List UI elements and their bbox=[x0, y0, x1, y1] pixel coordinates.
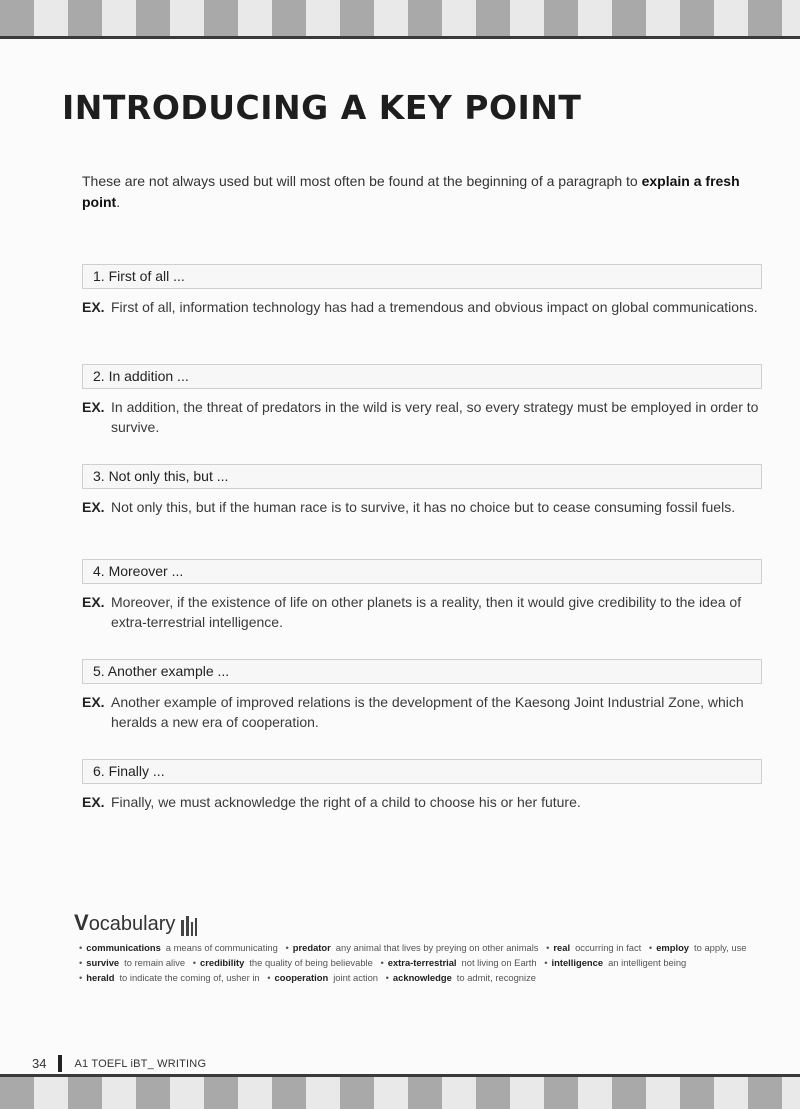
page-footer bbox=[32, 1055, 206, 1072]
vocabulary-term: cooperation bbox=[274, 972, 329, 983]
page-title: INTRODUCING A KEY POINT bbox=[62, 88, 582, 127]
vocabulary-title bbox=[74, 910, 766, 936]
key-point-item bbox=[82, 364, 762, 437]
example-sentence bbox=[82, 297, 762, 317]
example-sentence bbox=[82, 692, 762, 732]
key-point-heading: 5. Another example ... bbox=[82, 659, 762, 684]
vocabulary-entry: • cooperation joint action bbox=[267, 972, 379, 983]
vocabulary-entry: • credibility the quality of being believable bbox=[192, 957, 373, 968]
top-decorative-band bbox=[0, 0, 800, 39]
vocabulary-term: real bbox=[553, 942, 571, 953]
key-point-heading: 3. Not only this, but ... bbox=[82, 464, 762, 489]
vocabulary-entry: • acknowledge to admit, recognize bbox=[385, 972, 537, 983]
vocabulary-entry: • extra-terrestrial not living on Earth bbox=[380, 957, 537, 968]
footer-divider bbox=[58, 1055, 62, 1072]
intro-paragraph bbox=[82, 171, 772, 213]
example-sentence bbox=[82, 497, 762, 517]
key-point-item bbox=[82, 264, 762, 317]
vocabulary-title-rest: ocabulary bbox=[88, 913, 176, 935]
vocabulary-definition: to indicate the coming of, usher in bbox=[119, 972, 260, 983]
example-text: Finally, we must acknowledge the right of a child to choose his or her future. bbox=[111, 794, 581, 810]
books-icon bbox=[181, 916, 197, 936]
example-text: Not only this, but if the human race is to survive, it has no choice but to cease consuming fossil fuels. bbox=[111, 499, 736, 515]
example-text: In addition, the threat of predators in the wild is very real, so every strategy must be employed in order to survive. bbox=[111, 399, 759, 435]
vocabulary-term: herald bbox=[86, 972, 115, 983]
example-sentence bbox=[82, 792, 762, 812]
vocabulary-term: credibility bbox=[200, 957, 245, 968]
vocabulary-term: extra-terrestrial bbox=[387, 957, 457, 968]
vocabulary-entry: • real occurring in fact bbox=[546, 942, 642, 953]
key-point-heading: 1. First of all ... bbox=[82, 264, 762, 289]
example-label: EX. bbox=[82, 694, 105, 710]
key-point-item bbox=[82, 659, 762, 732]
example-text: Another example of improved relations is the development of the Kaesong Joint Industrial Zone, which heralds a new era of cooperation. bbox=[111, 694, 744, 730]
vocabulary-term: acknowledge bbox=[392, 972, 452, 983]
vocabulary-title-initial: V bbox=[74, 910, 89, 935]
vocabulary-definition: occurring in fact bbox=[575, 942, 642, 953]
vocabulary-definition: to apply, use bbox=[694, 942, 747, 953]
vocabulary-entry: • communications a means of communicating bbox=[79, 942, 278, 953]
example-label: EX. bbox=[82, 499, 105, 515]
key-point-item bbox=[82, 559, 762, 632]
key-point-item bbox=[82, 464, 762, 517]
key-point-heading: 2. In addition ... bbox=[82, 364, 762, 389]
vocabulary-definition: to remain alive bbox=[124, 957, 186, 968]
vocabulary-definition: joint action bbox=[333, 972, 379, 983]
example-label: EX. bbox=[82, 399, 105, 415]
intro-emphasis: explain a fresh point bbox=[82, 173, 740, 210]
page-number: 34 bbox=[32, 1056, 47, 1071]
example-label: EX. bbox=[82, 299, 105, 315]
vocabulary-term: predator bbox=[292, 942, 331, 953]
bottom-decorative-band bbox=[0, 1074, 800, 1109]
vocabulary-entry: • intelligence an intelligent being bbox=[544, 957, 687, 968]
vocabulary-entry: • survive to remain alive bbox=[79, 957, 186, 968]
vocabulary-term: communications bbox=[86, 942, 161, 953]
example-sentence bbox=[82, 397, 762, 437]
key-point-heading: 6. Finally ... bbox=[82, 759, 762, 784]
vocabulary-entry: • predator any animal that lives by preying on other animals bbox=[285, 942, 539, 953]
example-text: First of all, information technology has had a tremendous and obvious impact on global communications. bbox=[111, 299, 758, 315]
example-text: Moreover, if the existence of life on other planets is a reality, then it would give credibility to the idea of extra-terrestrial intelligence. bbox=[111, 594, 742, 630]
key-point-heading: 4. Moreover ... bbox=[82, 559, 762, 584]
vocabulary-definition: an intelligent being bbox=[608, 957, 687, 968]
intro-text: These are not always used but will most often be found at the beginning of a paragraph to bbox=[82, 173, 642, 189]
book-title: A1 TOEFL iBT_ WRITING bbox=[74, 1057, 207, 1070]
vocabulary-definition: a means of communicating bbox=[165, 942, 278, 953]
vocabulary-term: survive bbox=[86, 957, 120, 968]
example-sentence bbox=[82, 592, 762, 632]
example-label: EX. bbox=[82, 794, 105, 810]
vocabulary-list bbox=[74, 940, 766, 985]
vocabulary-entry: • herald to indicate the coming of, usher in bbox=[79, 972, 260, 983]
vocabulary-definition: any animal that lives by preying on other animals bbox=[335, 942, 539, 953]
key-point-item bbox=[82, 759, 762, 812]
vocabulary-definition: to admit, recognize bbox=[456, 972, 537, 983]
vocabulary-definition: not living on Earth bbox=[461, 957, 537, 968]
vocabulary-entry: • employ to apply, use bbox=[648, 942, 747, 953]
example-label: EX. bbox=[82, 594, 105, 610]
vocabulary-definition: the quality of being believable bbox=[249, 957, 373, 968]
intro-text-end: . bbox=[116, 194, 121, 210]
vocabulary-section bbox=[74, 910, 766, 985]
vocabulary-term: intelligence bbox=[551, 957, 604, 968]
vocabulary-term: employ bbox=[656, 942, 690, 953]
